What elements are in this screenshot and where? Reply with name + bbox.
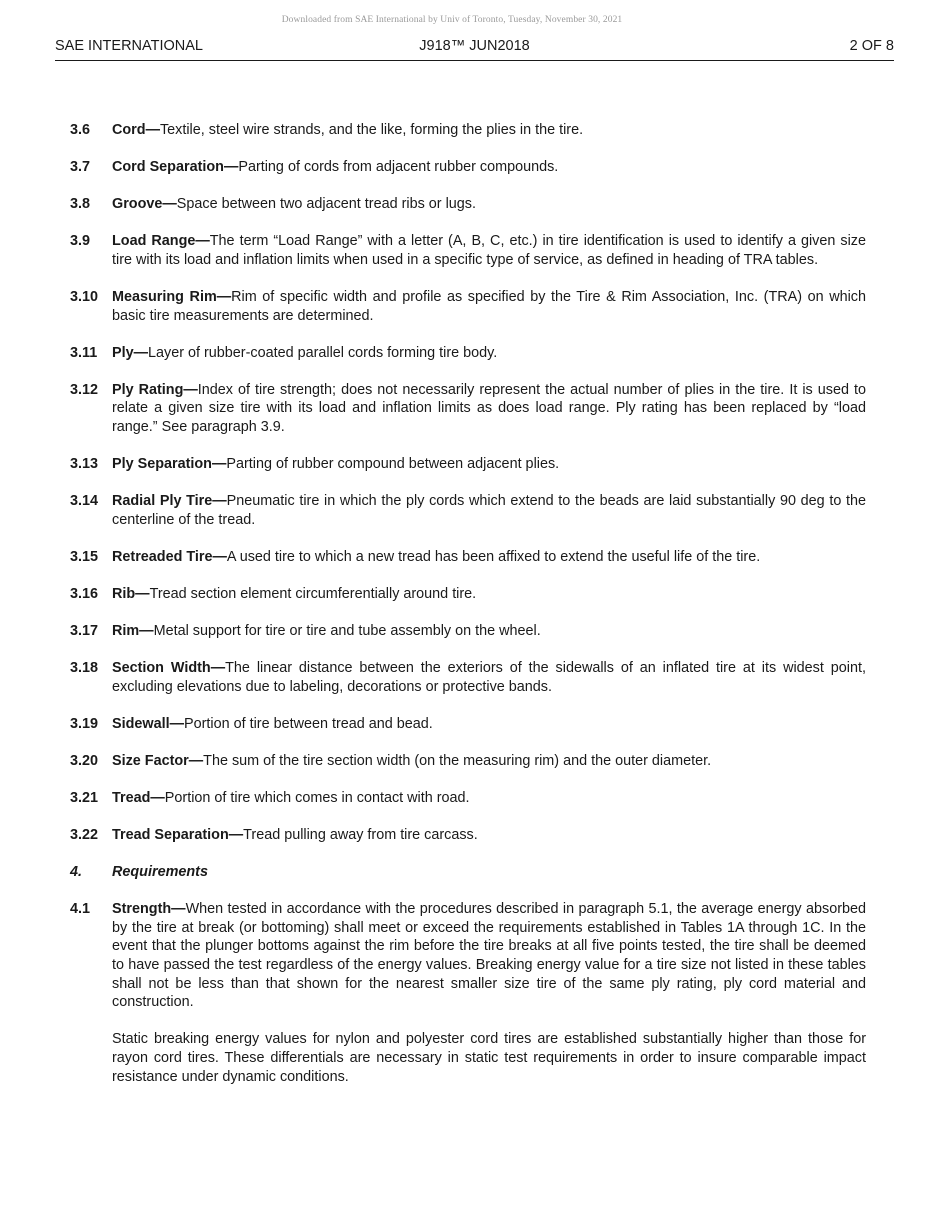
clause-number: 3.9 (70, 233, 91, 250)
clause-number: 3.16 (70, 585, 99, 602)
definition-text: The linear distance between the exteriors of the sidewalls of an inflated tire at its widest point, excluding elevations due to labeling, decorations or protective bands. (112, 660, 866, 695)
definition-3-7 (70, 158, 866, 177)
term: Load Range— (112, 233, 210, 250)
definition-3-15 (70, 548, 866, 567)
definition-text: Parting of cords from adjacent rubber compounds. (238, 159, 559, 176)
definition-text: Index of tire strength; does not necessarily represent the actual number of plies in the tire. It is used to relate a given size tire with its load and inflation limits as does load range. Ply rating has been replaced by “load range.” See paragraph 3.9. (112, 381, 866, 435)
section-heading-requirements (70, 863, 866, 882)
page-body (70, 121, 866, 1105)
clause-number: 3.17 (70, 623, 99, 639)
definition-3-17 (70, 622, 866, 641)
definition-text: Pneumatic tire in which the ply cords which extend to the beads are laid substantially 90 deg to the centerline of the tread. (112, 493, 866, 528)
definition-text: Parting of rubber compound between adjacent plies. (226, 456, 560, 473)
clause-number: 4.1 (70, 901, 91, 918)
term: Ply— (112, 344, 148, 361)
term: Rim— (112, 623, 154, 639)
term: Size Factor— (112, 752, 204, 769)
section-title: Requirements (112, 864, 208, 881)
clause-number: 3.15 (70, 548, 99, 565)
download-watermark: Downloaded from SAE International by Univ of Toronto, Tuesday, November 30, 2021 (281, 15, 623, 25)
definition-3-11 (70, 344, 866, 363)
term: Tread Separation— (112, 827, 244, 844)
clause-number: 3.19 (70, 715, 99, 732)
clause-number: 3.20 (70, 752, 99, 769)
definition-3-21 (70, 789, 866, 808)
term: Ply Rating— (112, 381, 198, 398)
term: Tread— (112, 789, 165, 806)
term: Measuring Rim— (112, 288, 232, 305)
definition-text: Portion of tire between tread and bead. (183, 715, 433, 732)
clause-number: 3.6 (70, 122, 91, 138)
term: Retreaded Tire— (112, 548, 227, 565)
header-organization: SAE INTERNATIONAL (55, 38, 203, 54)
definition-text: A used tire to which a new tread has been affixed to extend the useful life of the tire. (226, 548, 761, 565)
requirement-4-1 (70, 900, 866, 1086)
term: Radial Ply Tire— (112, 493, 227, 510)
term: Groove— (112, 196, 177, 213)
requirement-paragraph-2: Static breaking energy values for nylon and polyester cord tires are established substantially higher than those for rayon cord tires. These differentials are necessary in static test requirements in order to insure comparable impact resistance under dynamic conditions. (112, 1031, 866, 1085)
term: Cord— (112, 122, 160, 138)
definition-3-10 (70, 288, 866, 325)
term: Sidewall— (112, 715, 184, 732)
clause-number: 3.18 (70, 660, 99, 677)
clause-number: 3.11 (70, 344, 98, 361)
clause-number: 3.12 (70, 381, 99, 398)
definition-3-6 (70, 121, 866, 140)
definition-3-18 (70, 659, 866, 696)
clause-number: 3.10 (70, 288, 99, 305)
definition-3-9 (70, 232, 866, 269)
term: Cord Separation— (112, 159, 239, 176)
definition-text: Metal support for tire or tire and tube assembly on the wheel. (153, 623, 541, 639)
running-header (55, 38, 894, 61)
definition-3-19 (70, 715, 866, 734)
term: Section Width— (112, 660, 226, 677)
definition-text: The sum of the tire section width (on the measuring rim) and the outer diameter. (203, 752, 712, 769)
definition-3-14 (70, 492, 866, 529)
clause-number: 3.13 (70, 456, 99, 473)
definition-3-12 (70, 381, 866, 437)
definition-text: Textile, steel wire strands, and the like, forming the plies in the tire. (159, 122, 584, 138)
clause-number: 3.21 (70, 789, 99, 806)
definition-3-20 (70, 752, 866, 771)
definition-text: Tread section element circumferentially around tire. (149, 585, 477, 602)
clause-number: 3.8 (70, 196, 91, 213)
term: Ply Separation— (112, 456, 227, 473)
definition-text: Rim of specific width and profile as specified by the Tire & Rim Association, Inc. (TRA) on which basic tire measurements are determined. (112, 288, 866, 324)
clause-number: 3.14 (70, 493, 99, 510)
definition-3-13 (70, 455, 866, 474)
clause-number: 3.22 (70, 827, 99, 844)
definition-3-8 (70, 195, 866, 214)
definition-text: Space between two adjacent tread ribs or lugs. (176, 196, 476, 213)
definition-text: The term “Load Range” with a letter (A, B, C, etc.) in tire identification is used to identify a given size tire with its load and inflation limits when used in a specific type of service, as defined in heading of TRA tables. (112, 233, 866, 268)
term: Rib— (112, 585, 150, 602)
definition-text: Tread pulling away from tire carcass. (243, 827, 478, 844)
clause-number: 3.7 (70, 159, 91, 176)
requirement-text: When tested in accordance with the procedures described in paragraph 5.1, the average energy absorbed by the tire at break (or bottoming) shall meet or exceed the requirements established in Tables 1A through 1C. In the event that the plunger bottoms against the rim before the tire breaks at all five points tested, the tire shall be deemed to have passed the test regardless of the energy values. Breaking energy value for a tire size not listed in these tables shall not be less than that shown for the nearest smaller size tire of the same ply rating, ply cord material and construction. (112, 901, 866, 1011)
definition-3-16 (70, 585, 866, 604)
section-number: 4. (70, 864, 83, 881)
definition-text: Layer of rubber-coated parallel cords forming tire body. (148, 344, 498, 361)
definition-3-22 (70, 826, 866, 845)
term: Strength— (112, 901, 186, 918)
header-document-id: J918™ JUN2018 (419, 38, 530, 54)
header-page-number: 2 OF 8 (849, 38, 894, 54)
definition-text: Portion of tire which comes in contact with road. (164, 789, 470, 806)
